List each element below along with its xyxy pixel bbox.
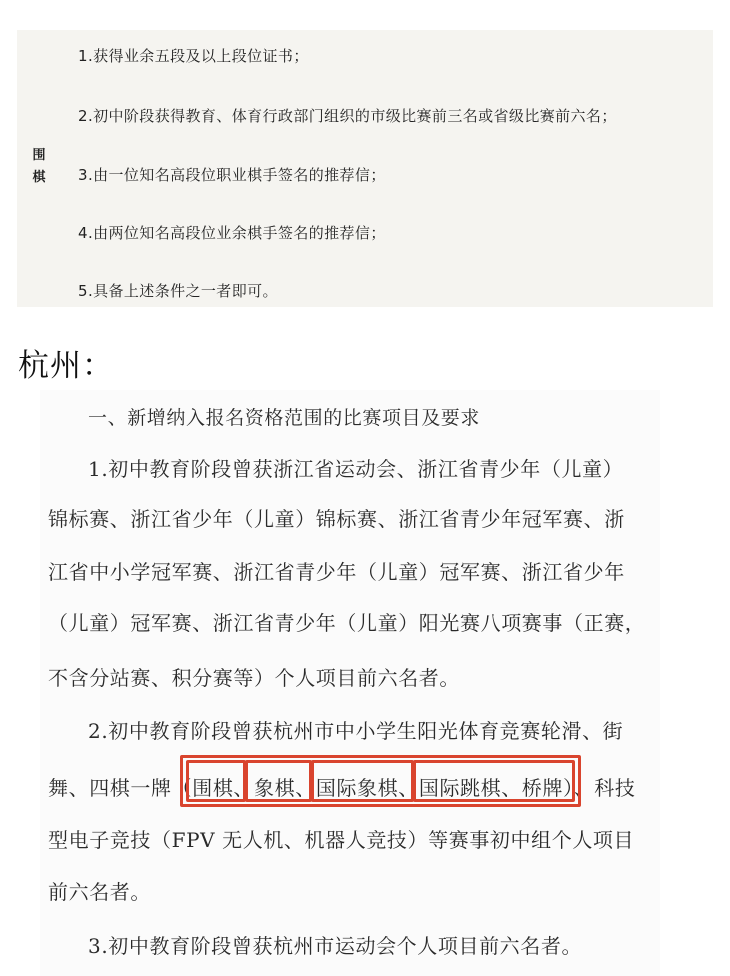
highlight-chess: 国际象棋、 — [315, 776, 419, 800]
doc-line: 型电子竞技（FPV 无人机、机器人竞技）等赛事初中组个人项目 — [48, 828, 635, 852]
sport-label-text: 围棋 — [32, 148, 46, 185]
doc-line: 前六名者。 — [48, 880, 151, 904]
requirement-item-2: 2.初中阶段获得教育、体育行政部门组织的市级比赛前三名或省级比赛前六名； — [78, 107, 617, 125]
highlight-draughts-bridge: 国际跳棋、桥牌） — [418, 776, 574, 800]
doc-section-heading: 一、新增纳入报名资格范围的比赛项目及要求 — [88, 407, 481, 429]
doc-line: 锦标赛、浙江省少年（儿童）锦标赛、浙江省青少年冠军赛、浙 — [48, 507, 625, 531]
doc-line: 不含分站赛、积分赛等）个人项目前六名者。 — [48, 666, 460, 690]
paren-open: （ — [171, 776, 193, 800]
doc-line-highlighted — [48, 772, 635, 801]
requirement-item-4: 4.由两位知名高段位业余棋手签名的推荐信； — [78, 224, 386, 242]
sport-label — [28, 145, 50, 189]
highlight-xiangqi: 象棋、 — [254, 776, 316, 800]
requirement-item-1: 1.获得业余五段及以上段位证书； — [78, 47, 309, 65]
highlight-go: 围棋、 — [192, 776, 255, 800]
line-prefix: 舞、四棋一牌 — [48, 776, 172, 800]
doc-line: 江省中小学冠军赛、浙江省青少年（儿童）冠军赛、浙江省少年 — [48, 560, 625, 584]
requirement-item-3: 3.由一位知名高段位职业棋手签名的推荐信； — [78, 166, 386, 184]
requirement-item-5: 5.具备上述条件之一者即可。 — [78, 282, 278, 300]
doc-line: 3.初中教育阶段曾获杭州市运动会个人项目前六名者。 — [88, 934, 583, 958]
doc-line: （儿童）冠军赛、浙江省青少年（儿童）阳光赛八项赛事（正赛， — [48, 611, 646, 635]
doc-line: 1.初中教育阶段曾获浙江省运动会、浙江省青少年（儿童） — [88, 457, 624, 481]
city-heading: 杭州： — [18, 348, 114, 384]
line-suffix: 、科技 — [573, 776, 636, 800]
doc-line: 2.初中教育阶段曾获杭州市中小学生阳光体育竞赛轮滑、街 — [88, 719, 624, 743]
